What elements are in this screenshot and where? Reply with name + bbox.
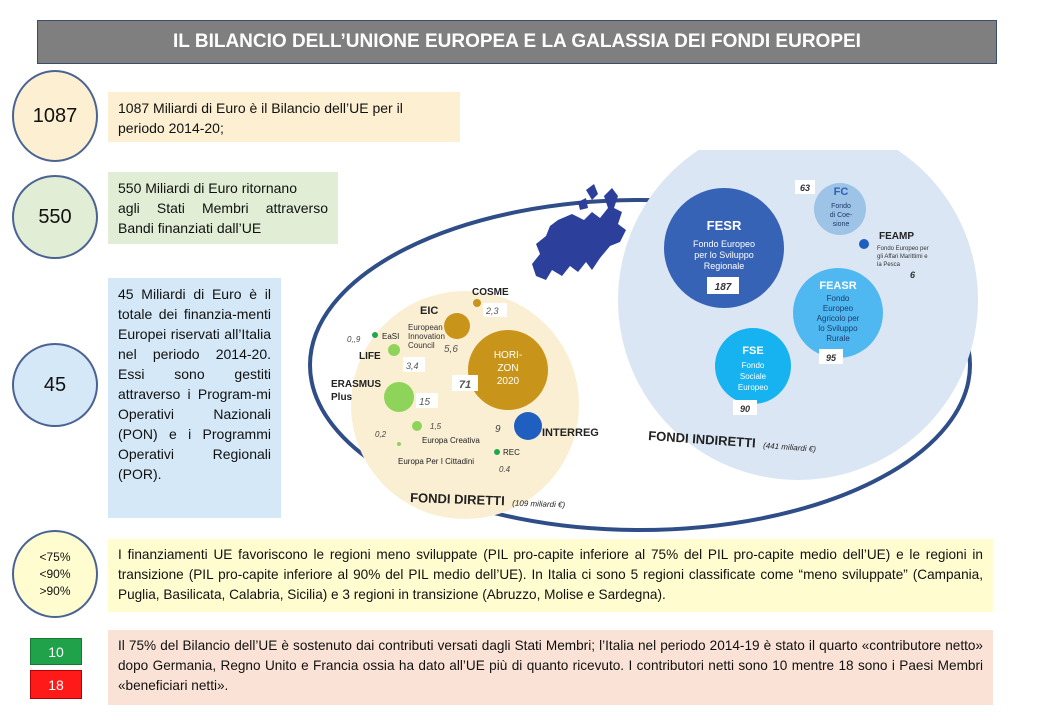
fondi-diretti-title: FONDI DIRETTI bbox=[409, 490, 505, 509]
feasr-value: 95 bbox=[825, 353, 837, 363]
eic-desc-2: Innovation bbox=[408, 332, 445, 341]
tag-beneficiari-netti-value: 18 bbox=[48, 676, 64, 693]
feamp-value: 6 bbox=[910, 270, 916, 280]
feasr-desc-5: Rurale bbox=[826, 334, 850, 343]
fesr-desc-1: Fondo Europeo bbox=[692, 239, 756, 249]
easi-value: 0,,9 bbox=[347, 335, 361, 344]
info-box-stati-membri-line-1: 550 Miliardi di Euro ritornano bbox=[118, 180, 297, 196]
fesr-desc-2: per lo Sviluppo bbox=[694, 250, 754, 260]
feasr-name: FEASR bbox=[819, 280, 857, 292]
info-box-bilancio-text: 1087 Miliardi di Euro è il Bilancio dell’UE per il periodo 2014-20; bbox=[118, 100, 403, 136]
page-title-text: IL BILANCIO DELL’UNIONE EUROPEA E LA GALASSIA DEI FONDI EUROPEI bbox=[173, 31, 861, 52]
feamp-desc-1: Fondo Europeo per bbox=[877, 246, 929, 252]
feasr-desc-2: Europeo bbox=[822, 304, 854, 313]
feasr-desc-3: Agricolo per bbox=[816, 314, 860, 323]
circle-1087 bbox=[12, 70, 98, 162]
info-box-italia bbox=[108, 278, 281, 518]
cosme-name: COSME bbox=[472, 287, 509, 298]
info-box-stati-membri-line-2: agli Stati Membri attraverso bbox=[118, 200, 328, 216]
circle-550 bbox=[12, 175, 98, 259]
fesr-value: 187 bbox=[714, 282, 732, 293]
circle-550-label: 550 bbox=[38, 205, 72, 228]
life-name: LIFE bbox=[359, 351, 381, 362]
cittadini-value: 0,2 bbox=[375, 430, 387, 439]
fc-desc-1: Fondo bbox=[831, 203, 851, 210]
info-box-italia-text: 45 Miliardi di Euro è il totale dei finanzia-menti Europei riservati all’Italia nel periodo 2014-20. Essi sono gestiti attraverso i Program-mi Operativi Nazionali (PON) e i Programmi Operativi Regionali (POR). bbox=[118, 286, 271, 482]
circle-regioni-labels bbox=[39, 549, 70, 600]
eic-value: 5,6 bbox=[444, 344, 458, 355]
fc-desc-3: sione bbox=[832, 221, 850, 228]
fondi-diagram bbox=[300, 150, 1000, 535]
info-box-regioni-text: I finanziamenti UE favoriscono le regioni meno sviluppate (PIL pro-capite inferiore al 75% del PIL pro-capite medio dell’UE) e le regioni in transizione (PIL pro-capite inferiore al 90% del PIL medio dell’UE). In Italia ci sono 5 regioni classificate come “meno sviluppate” (Campania, Puglia, Basilicata, Calabria, Sicilia) e 3 regioni in transizione (Abruzzo, Molise e Sardegna). bbox=[118, 547, 983, 602]
rec-value: 0.4 bbox=[499, 465, 511, 474]
eic-name: EIC bbox=[420, 305, 439, 317]
erasmus-value: 15 bbox=[419, 397, 431, 408]
eic-desc-3: Council bbox=[408, 341, 435, 350]
fondi-diretti-sub: (109 miliardi €) bbox=[512, 498, 566, 510]
fse-desc-1: Fondo bbox=[741, 361, 765, 370]
life-value: 3,4 bbox=[406, 361, 419, 371]
info-box-stati-membri-line-3: Bandi finanziati dall’UE bbox=[118, 220, 262, 236]
tag-contributori-netti bbox=[30, 638, 82, 665]
fse-desc-2: Sociale bbox=[739, 372, 767, 381]
fc-desc-2: di Coe- bbox=[829, 212, 853, 219]
info-box-bilancio bbox=[108, 92, 460, 142]
creativa-value: 1,5 bbox=[430, 422, 442, 431]
circle-1087-label: 1087 bbox=[32, 104, 78, 127]
circle-regioni-line-3: >90% bbox=[39, 583, 71, 598]
fse-name: FSE bbox=[742, 345, 764, 357]
easi-name: EaSI bbox=[382, 332, 400, 341]
cosme-value: 2,3 bbox=[486, 306, 499, 316]
easi-bubble bbox=[372, 332, 378, 338]
cittadini-name: Europa Per I Cittadini bbox=[398, 457, 475, 466]
feamp-desc-2: gli Affari Marittimi e bbox=[877, 254, 928, 260]
circle-45-label: 45 bbox=[43, 373, 67, 396]
eic-bubble bbox=[444, 313, 470, 339]
fc-name: FC bbox=[833, 186, 849, 198]
fse-value: 90 bbox=[739, 404, 751, 414]
info-box-regioni bbox=[108, 539, 993, 612]
erasmus-name-2: Plus bbox=[331, 392, 353, 403]
eic-desc-1: European bbox=[408, 323, 443, 332]
fc-value: 63 bbox=[799, 183, 811, 193]
feamp-bubble bbox=[859, 239, 869, 249]
cosme-bubble bbox=[473, 299, 481, 307]
info-box-contributori bbox=[108, 630, 993, 705]
rec-name: REC bbox=[503, 448, 520, 457]
fondi-indiretti-title: FONDI INDIRETTI bbox=[647, 428, 757, 451]
feamp-desc-3: la Pesca bbox=[877, 262, 901, 268]
tag-contributori-netti-value: 10 bbox=[48, 643, 64, 660]
tag-beneficiari-netti bbox=[30, 670, 82, 699]
fesr-name: FESR bbox=[706, 218, 742, 233]
feamp-name: FEAMP bbox=[879, 231, 914, 242]
circle-regioni-line-1: <75% bbox=[39, 549, 71, 564]
circle-regioni-line-2: <90% bbox=[39, 566, 71, 581]
interreg-value: 9 bbox=[495, 424, 501, 435]
interreg-name: INTERREG bbox=[542, 427, 599, 439]
creativa-name: Europa Creativa bbox=[422, 436, 480, 445]
fse-desc-3: Europeo bbox=[737, 383, 769, 392]
circle-regioni bbox=[12, 530, 98, 618]
feasr-desc-1: Fondo bbox=[826, 294, 850, 303]
horizon-name-line-2: ZON bbox=[497, 363, 519, 374]
circle-45 bbox=[12, 343, 98, 427]
page-title bbox=[37, 20, 997, 64]
info-box-contributori-text: Il 75% del Bilancio dell’UE è sostenuto dai contributi versati dagli Stati Membri; l’Italia nel periodo 2014-19 è stato il quarto «contributore netto» dopo Germania, Regno Unito e Francia ossia ha dato all’UE più di quanto ricevuto. I contributori netti sono 10 mentre 18 sono i Paesi Membri «beneficiari netti». bbox=[118, 638, 983, 693]
erasmus-bubble bbox=[384, 382, 414, 412]
life-bubble bbox=[388, 344, 400, 356]
fondi-indiretti-sub: (441 miliardi €) bbox=[762, 441, 817, 454]
creativa-bubble bbox=[412, 421, 422, 431]
erasmus-name-1: ERASMUS bbox=[331, 379, 382, 390]
fesr-desc-3: Regionale bbox=[703, 261, 745, 271]
horizon-value: 71 bbox=[458, 379, 472, 391]
horizon-name-line-1: HORI- bbox=[493, 350, 523, 361]
interreg-bubble bbox=[514, 412, 542, 440]
cittadini-bubble bbox=[397, 442, 401, 446]
feasr-desc-4: lo Sviluppo bbox=[818, 324, 858, 333]
horizon-name-line-3: 2020 bbox=[496, 376, 520, 387]
rec-bubble bbox=[494, 449, 500, 455]
